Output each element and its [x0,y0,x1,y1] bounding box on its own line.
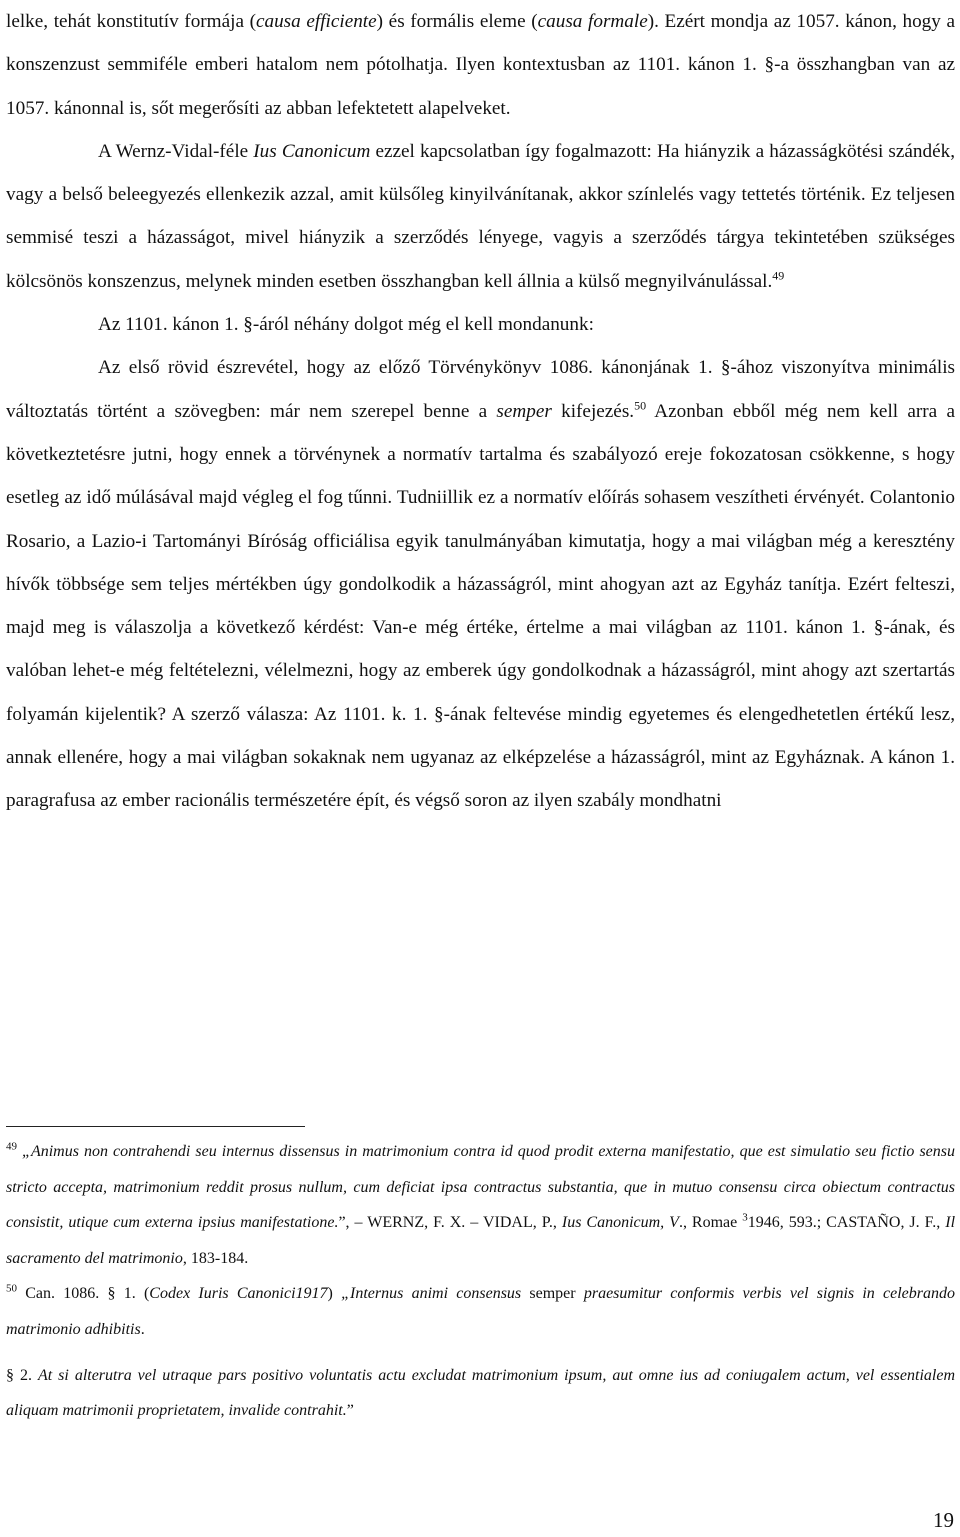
paragraph-1 [6,0,955,130]
footnote-number: 49 [6,1140,17,1153]
text-run: ) és formális eleme ( [376,11,538,32]
paragraph-3: Az 1101. kánon 1. §-áról néhány dolgot még el kell mondanunk: [98,314,594,336]
text-run: ., Romae [678,1214,743,1232]
italic-quote: „Animus non contrahendi seu internus dissensus in matrimonium contra id quod prodit externa manifestatio, que est simulatio seu fictio sensu stricto accepta, matrimonium reddit prosus nullum, cum deficiat ipsa contractus substantia, que in mutuo consensu circa obiectum contractus consistit, utique cum externa ipsius manifestatione. [6,1143,955,1232]
paragraph-2 [6,130,955,303]
italic-quote: „Internus animi consensus [341,1285,522,1303]
text-run: 1946, 593.; [747,1214,827,1232]
text-run: kifejezés. [551,400,635,422]
italic-title: Il sacramento del matrimonio [6,1214,956,1267]
text-run: § 2. [6,1366,38,1384]
italic-quote: praesumitur conformis verbis vel signis in celebrando matrimonio adhibitis [6,1285,956,1338]
italic-term: Ius Canonicum [253,140,371,162]
main-text [6,0,955,823]
text-run: Az első rövid észrevétel, hogy az előző Törvénykönyv 1086. kánonjának 1. §-ához viszonyítva minimális változtatás történt a szövegben: már nem szerepel benne a [6,357,955,422]
author-smallcaps: ERNZ [382,1214,425,1232]
text-run: ). Ezért mondja az 1057. kánon, hogy a konszenzust semmiféle emberi hatalom nem pótolhatja. Ilyen kontextusban az 1101. kánon 1. §-a összhangban van az 1057. kánonnal is, sőt megerősíti az abban lefektetett alapelveket. [6,11,956,119]
footnote-number: 50 [6,1283,17,1296]
text-run: ” [346,1402,354,1420]
footnote-50 [6,1276,955,1347]
author-smallcaps: IDAL [494,1214,533,1232]
italic-title: Codex Iuris Canonici1917 [149,1285,328,1303]
text-run: ”, – [338,1214,368,1232]
text-run: lelke, tehát konstitutív formája ( [6,11,256,32]
footnote-separator [6,1126,305,1127]
text-run: . [140,1320,145,1338]
edition-superscript: 3 [742,1211,748,1224]
author-initial: W [367,1214,383,1232]
italic-title: Ius Canonicum, V [561,1214,679,1232]
text-run: , P., [532,1214,562,1232]
paragraph-4 [6,346,955,822]
footnote-49 [6,1134,955,1276]
footnote-ref-49[interactable]: 49 [772,268,785,283]
text-run: Azonban ebből még nem kell arra a következtetésre jutni, hogy ennek a törvénynek a normatív tartalma és szabályozó ereje fokozatosan csökkenne, s hogy esetleg az idő múlásával majd végleg el fog tűnni. Tudniillik ez a normatív előírás sohasem veszítheti érvényét. Colantonio Rosario, a Lazio-i Tartományi Bíróság officiálisa egyik tanulmányában kimutatja, hogy a mai világban még a keresztény hívők többsége sem teljes mértékben úgy gondolkodik a házasságról, mint ahogyan azt az Egyház tanítja. Ezért felteszi, majd meg is válaszolja a következő kérdést: Van-e még értéke, értelme a mai világban az 1101. kánon 1. §-ának, és valóban lehet-e még feltételezni, vélelmezni, hogy az emberek úgy gondolkodnak a házasságról, mint ahogy azt szertartás folyamán kijelentik? A szerző válasza: Az 1101. k. 1. §-ának feltevése mindig egyetemes és elengedhetetlen értékű lesz, annak ellenére, hogy a mai világban sokaknak nem ugyanaz az elképzelése a házasságról, mint az Egyháznak. A kánon 1. paragrafusa az ember racionális természetére épít, és végső soron az ilyen szabály mondhatni [6,400,955,812]
text-run: Can. 1086. § 1. ( [17,1285,150,1303]
text-run: semper [521,1285,584,1303]
italic-quote: At si alterutra vel utraque pars positivo voluntatis actu excludat matrimonium ipsum, aut omne ius ad coniugalem actum, vel essentialem aliquam matrimonii proprietatem, invalide contrahit. [6,1366,956,1420]
italic-term: semper [496,400,552,422]
footnotes [6,1134,955,1429]
author-smallcaps: ASTAÑO [836,1214,901,1232]
text-run: , J. F., [900,1214,946,1232]
italic-term: causa efficiente [255,11,377,32]
text-run: , F. X. – [424,1214,483,1232]
text-run: , 183-184. [182,1249,249,1267]
text-run: A Wernz-Vidal-féle [98,140,254,162]
page-number: 19 [933,1508,954,1532]
text-run: ) [327,1285,342,1303]
text-run: ezzel kapcsolatban így fogalmazott: Ha hiányzik a házasságkötési szándék, vagy a belső beleegyezés ellenkezik azzal, amit külsőleg kinyilvánítanak, akkor színlelés vagy tettetés történik. Ez teljesen semmisé teszi a házasságot, mivel hiányzik a szerződés lényege, vagyis a szerződés tárgya tekintetében szükséges kölcsönös konszenzus, melynek minden esetben összhangban kell állnia a külső megnyilvánulással. [6,140,956,292]
footnote-50-paragraph-2 [6,1358,955,1429]
footnote-ref-50[interactable]: 50 [634,398,647,413]
author-initial: C [826,1214,837,1232]
author-initial: V [482,1214,495,1232]
italic-term: causa formale [537,11,648,32]
